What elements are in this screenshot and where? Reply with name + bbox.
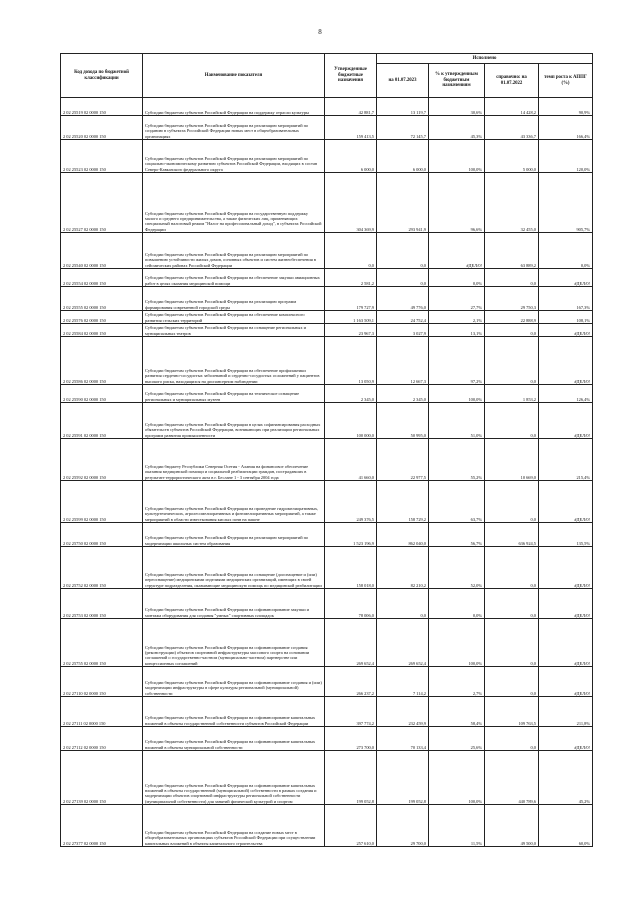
budget-code: 2 02 25592 02 0000 150 (61, 439, 143, 481)
table-row (61, 805, 593, 847)
pct-of-approved: 25,6% (429, 727, 485, 751)
growth-rate: #ДЕЛ/0! (539, 727, 593, 751)
approved-amount: 100 000,0 (325, 403, 377, 439)
executed-amount: 158 729,2 (377, 481, 429, 523)
growth-rate: #ДЕЛ/0! (539, 403, 593, 439)
indicator-name: Субсидии бюджетам субъектов Российской Федерации в целях софинансирования расходных обязательств субъектов Российской Федерации, возникающих при реализации региональных программ развития промышленности (143, 403, 325, 439)
indicator-name: Субсидии бюджетам субъектов Российской Федерации на реализацию мероприятий по созданию в субъектах Российской Федерации новых мест в общеобразовательных организациях (143, 116, 325, 140)
executed-amount: 232 459,9 (377, 697, 429, 727)
table-row (61, 589, 593, 619)
growth-rate: 167,3% (539, 287, 593, 311)
budget-code: 2 02 25591 02 0000 150 (61, 403, 143, 439)
table-row (61, 233, 593, 269)
pct-of-approved: 96,6% (429, 173, 485, 233)
approved-amount: 199 052,8 (325, 751, 377, 805)
indicator-name: Субсидии бюджетам субъектов Российской Федерации на обеспечение комплексного развития сельских территорий (143, 311, 325, 324)
header-name: Наименование показателя (143, 54, 325, 98)
growth-rate: 211,8% (539, 697, 593, 727)
approved-amount: 0,0 (325, 233, 377, 269)
reference-amount: 0,0 (485, 727, 539, 751)
approved-amount: 42 881,7 (325, 98, 377, 116)
approved-amount: 304 369,9 (325, 173, 377, 233)
approved-amount: 41 660,0 (325, 439, 377, 481)
approved-amount: 1 523 196,9 (325, 523, 377, 547)
approved-amount: 249 376,5 (325, 481, 377, 523)
page-number: 8 (318, 28, 322, 36)
executed-amount: 22 977,5 (377, 439, 429, 481)
executed-amount: 862 040,0 (377, 523, 429, 547)
growth-rate: 166,4% (539, 116, 593, 140)
budget-code: 2 02 25752 02 0000 150 (61, 547, 143, 589)
growth-rate: #ДЕЛ/0! (539, 324, 593, 337)
indicator-name: Субсидии бюджетам субъектов Российской Федерации на техническое оснащение региональных и муниципальных музеев (143, 385, 325, 403)
indicator-name: Субсидии бюджетам субъектов Российской Федерации на софинансирование капитальных вложений в объекты муниципальной собственности (143, 727, 325, 751)
table-row (61, 547, 593, 589)
approved-amount: 2 581,2 (325, 269, 377, 287)
approved-amount: 6 000,0 (325, 140, 377, 173)
approved-amount: 179 727,9 (325, 287, 377, 311)
executed-amount: 269 652,4 (377, 619, 429, 667)
approved-amount: 266 237,2 (325, 667, 377, 697)
header-row-top (61, 54, 593, 64)
budget-code: 2 02 25753 02 0000 150 (61, 589, 143, 619)
indicator-name: Субсидии бюджетам субъектов Российской Федерации на обеспечение закупки авиационных работ в целях оказания медицинской помощи (143, 269, 325, 287)
indicator-name: Субсидии бюджетам субъектов Российской Федерации на обеспечение профилактики развития сердечно-сосудистых заболеваний и сердечно-сосудистых осложнений у пациентов высокого риска, находящихся на диспансерном наблюдении (143, 337, 325, 385)
indicator-name: Субсидии бюджетам субъектов Российской Федерации на реализацию программ формирования современной городской среды (143, 287, 325, 311)
pct-of-approved: 2,1% (429, 311, 485, 324)
reference-amount: 14 428,2 (485, 98, 539, 116)
reference-amount: 22 888,9 (485, 311, 539, 324)
pct-of-approved: 58,4% (429, 697, 485, 727)
executed-amount: 293 941,9 (377, 173, 429, 233)
header-reference: справочно: на 01.07.2022 (485, 64, 539, 98)
budget-code: 2 02 25540 02 0000 150 (61, 233, 143, 269)
pct-of-approved: 100,0% (429, 751, 485, 805)
pct-of-approved: 27,7% (429, 287, 485, 311)
growth-rate: #ДЕЛ/0! (539, 269, 593, 287)
growth-rate: #ДЕЛ/0! (539, 481, 593, 523)
reference-amount: 1 853,2 (485, 385, 539, 403)
budget-code: 2 02 27111 02 0000 150 (61, 697, 143, 727)
growth-rate: 135,5% (539, 523, 593, 547)
header-approved: Утвержденные бюджетные назначения (325, 54, 377, 98)
approved-amount: 2 345,0 (325, 385, 377, 403)
executed-amount: 29 700,0 (377, 805, 429, 847)
pct-of-approved: 52,0% (429, 547, 485, 589)
pct-of-approved: 63,7% (429, 481, 485, 523)
approved-amount: 158 018,0 (325, 547, 377, 589)
table-row (61, 311, 593, 324)
indicator-name: Субсидии бюджетам субъектов Российской Федерации на реализацию мероприятий по социально-экономическому развитию субъектов Российской Федерации, входящих в состав Северо-Кавказского федерального округа (143, 140, 325, 173)
executed-amount: 3 027,9 (377, 324, 429, 337)
indicator-name: Субсидии бюджетам субъектов Российской Федерации на реализацию мероприятий по модернизации школьных систем образования (143, 523, 325, 547)
pct-of-approved: 97,2% (429, 337, 485, 385)
reference-amount: 0,0 (485, 667, 539, 697)
executed-amount: 50 995,0 (377, 403, 429, 439)
approved-amount: 397 774,2 (325, 697, 377, 727)
reference-amount: 636 924,5 (485, 523, 539, 547)
growth-rate: 108,1% (539, 311, 593, 324)
budget-code: 2 02 25527 02 0000 150 (61, 173, 143, 233)
reference-amount: 440 789,6 (485, 751, 539, 805)
pct-of-approved: 2,7% (429, 667, 485, 697)
budget-code: 2 02 27110 02 0000 150 (61, 667, 143, 697)
table-row (61, 140, 593, 173)
growth-rate: 90,9% (539, 98, 593, 116)
pct-of-approved: 45,3% (429, 116, 485, 140)
pct-of-approved: 30,6% (429, 98, 485, 116)
budget-code: 2 02 25519 02 0000 150 (61, 98, 143, 116)
approved-amount: 13 050,9 (325, 337, 377, 385)
budget-code: 2 02 27112 02 0000 150 (61, 727, 143, 751)
pct-of-approved: 0,0% (429, 269, 485, 287)
executed-amount: 0,0 (377, 589, 429, 619)
indicator-name: Субсидии бюджетам субъектов Российской Федерации на софинансирование создания и (или) модернизации инфраструктуры в сфере культуры региональной (муниципальной) собственности (143, 667, 325, 697)
approved-amount: 159 413,5 (325, 116, 377, 140)
budget-code: 2 02 27139 02 0000 150 (61, 751, 143, 805)
growth-rate: 126,4% (539, 385, 593, 403)
reference-amount: 0,0 (485, 589, 539, 619)
executed-amount: 0,0 (377, 233, 429, 269)
table-row (61, 324, 593, 337)
approved-amount: 269 652,4 (325, 619, 377, 667)
budget-code: 2 02 25576 02 0000 150 (61, 311, 143, 324)
table-row (61, 287, 593, 311)
table-row (61, 98, 593, 116)
pct-of-approved: 100,0% (429, 140, 485, 173)
reference-amount: 49 500,0 (485, 805, 539, 847)
growth-rate: #ДЕЛ/0! (539, 547, 593, 589)
indicator-name: Субсидии бюджетам субъектов Российской Федерации на софинансирование создания (реконструкции) объектов спортивной инфраструктуры массового спорта на основании соглашений о государственно-частном (муниципально-частном) партнерстве или концессионных соглашений (143, 619, 325, 667)
reference-amount: 5 000,0 (485, 140, 539, 173)
budget-code: 2 02 25555 02 0000 150 (61, 287, 143, 311)
reference-amount: 32 455,0 (485, 173, 539, 233)
executed-amount: 70 133,4 (377, 727, 429, 751)
header-pct-approved: % к утвержденным бюджетным назначениям (429, 64, 485, 98)
growth-rate: 60,0% (539, 805, 593, 847)
approved-amount: 78 006,0 (325, 589, 377, 619)
pct-of-approved: #ДЕЛ/0! (429, 233, 485, 269)
growth-rate: #ДЕЛ/0! (539, 337, 593, 385)
indicator-name: Субсидии бюджетам субъектов Российской Федерации на проведение гидромелиоративных, культуртехнических, агролесомелиоративных и фитомелиоративных мероприятий, а также мероприятий в области известкования кислых почв на пашне (143, 481, 325, 523)
header-on-date: на 01.07.2023 (377, 64, 429, 98)
executed-amount: 7 114,2 (377, 667, 429, 697)
budget-code: 2 02 25584 02 0000 150 (61, 324, 143, 337)
table-row (61, 337, 593, 385)
reference-amount: 109 763,5 (485, 697, 539, 727)
pct-of-approved: 13,1% (429, 324, 485, 337)
approved-amount: 273 700,0 (325, 727, 377, 751)
reference-amount: 0,0 (485, 403, 539, 439)
table-row (61, 385, 593, 403)
indicator-name: Субсидии бюджетам субъектов Российской Федерации на оснащение региональных и муниципальных театров (143, 324, 325, 337)
executed-amount: 24 752,4 (377, 311, 429, 324)
table-row (61, 523, 593, 547)
executed-amount: 12 667,3 (377, 337, 429, 385)
growth-rate: #ДЕЛ/0! (539, 619, 593, 667)
header-code: Код дохода по бюджетной классификации (61, 54, 143, 98)
pct-of-approved: 0,0% (429, 589, 485, 619)
executed-amount: 82 210,2 (377, 547, 429, 589)
approved-amount: 23 967,3 (325, 324, 377, 337)
table-row (61, 481, 593, 523)
reference-amount: 63 889,2 (485, 233, 539, 269)
budget-code: 2 02 25755 02 0000 150 (61, 619, 143, 667)
executed-amount: 199 052,8 (377, 751, 429, 805)
header-executed: Исполнено (377, 54, 593, 64)
indicator-name: Субсидии бюджетам субъектов Российской Федерации на оснащение (дооснащение и (или) переоснащение) медицинскими изделиями медицинских организаций, имеющих в своей структуре подразделения, оказывающие медицинскую помощь по медицинской реабилитации (143, 547, 325, 589)
budget-code: 2 02 25590 02 0000 150 (61, 385, 143, 403)
indicator-name: Субсидии бюджетам субъектов Российской Федерации на создание новых мест в общеобразовательных организациях субъектов Российской Федерации при осуществлении капитальных вложений в объекты капитального строительства (143, 805, 325, 847)
reference-amount: 43 336,7 (485, 116, 539, 140)
pct-of-approved: 51,0% (429, 403, 485, 439)
executed-amount: 2 345,0 (377, 385, 429, 403)
executed-amount: 72 145,7 (377, 116, 429, 140)
budget-code: 2 02 25750 02 0000 150 (61, 523, 143, 547)
reference-amount: 0,0 (485, 269, 539, 287)
pct-of-approved: 55,2% (429, 439, 485, 481)
table-row (61, 269, 593, 287)
table-row (61, 727, 593, 751)
growth-rate: 905,7% (539, 173, 593, 233)
reference-amount: 0,0 (485, 619, 539, 667)
growth-rate: 120,0% (539, 140, 593, 173)
indicator-name: Субсидии бюджету Республики Северная Осетия - Алания на финансовое обеспечение оказания медицинской помощи и социальной реабилитации граждан, пострадавших в результате террористического акта в г. Беслане 1 - 3 сентября 2004 года (143, 439, 325, 481)
reference-amount: 0,0 (485, 337, 539, 385)
table-row (61, 697, 593, 727)
table-row (61, 619, 593, 667)
table-row (61, 439, 593, 481)
budget-code: 2 02 25520 02 0000 150 (61, 116, 143, 140)
executed-amount: 49 776,0 (377, 287, 429, 311)
pct-of-approved: 100,0% (429, 619, 485, 667)
indicator-name: Субсидии бюджетам субъектов Российской Федерации на софинансирование закупки и монтажа оборудования для создания "умных" спортивных площадок (143, 589, 325, 619)
pct-of-approved: 11,5% (429, 805, 485, 847)
reference-amount: 0,0 (485, 481, 539, 523)
approved-amount: 257 610,0 (325, 805, 377, 847)
growth-rate: #ДЕЛ/0! (539, 667, 593, 697)
table-row (61, 173, 593, 233)
budget-code: 2 02 27377 02 0000 150 (61, 805, 143, 847)
indicator-name: Субсидии бюджетам субъектов Российской Федерации на государственную поддержку малого и среднего предпринимательства, а также физических лиц, применяющих специальный налоговый режим "Налог на профессиональный доход", в субъектах Российской Федерации (143, 173, 325, 233)
table-row (61, 403, 593, 439)
executed-amount: 13 119,7 (377, 98, 429, 116)
growth-rate: 215,4% (539, 439, 593, 481)
table-row (61, 116, 593, 140)
reference-amount: 29 750,3 (485, 287, 539, 311)
header-growth: темп роста к АППГ (%) (539, 64, 593, 98)
indicator-name: Субсидии бюджетам субъектов Российской Федерации на реализацию мероприятий по повышению устойчивости жилых домов, основных объектов и систем жизнеобеспечения в сейсмических районах Российской Федерации (143, 233, 325, 269)
reference-amount: 0,0 (485, 547, 539, 589)
pct-of-approved: 56,7% (429, 523, 485, 547)
budget-code: 2 02 25599 02 0000 150 (61, 481, 143, 523)
reference-amount: 10 669,0 (485, 439, 539, 481)
pct-of-approved: 100,0% (429, 385, 485, 403)
reference-amount: 0,0 (485, 324, 539, 337)
growth-rate: #ДЕЛ/0! (539, 589, 593, 619)
budget-table (60, 53, 593, 847)
budget-code: 2 02 25554 02 0000 150 (61, 269, 143, 287)
table-row (61, 667, 593, 697)
indicator-name: Субсидии бюджетам субъектов Российской Федерации на поддержку отрасли культуры (143, 98, 325, 116)
executed-amount: 6 000,0 (377, 140, 429, 173)
indicator-name: Субсидии бюджетам субъектов Российской Федерации на софинансирование капитальных вложений в объекты государственной (муниципальной) собственности в рамках создания и модернизации объектов спортивной инфраструктуры региональной собственности (муниципальной собственности) для занятий физической культурой и спортом (143, 751, 325, 805)
budget-code: 2 02 25523 02 0000 150 (61, 140, 143, 173)
table-row (61, 751, 593, 805)
growth-rate: 0,0% (539, 233, 593, 269)
executed-amount: 0,0 (377, 269, 429, 287)
indicator-name: Субсидии бюджетам субъектов Российской Федерации на софинансирование капитальных вложений в объекты государственной собственности субъектов Российской Федерации (143, 697, 325, 727)
growth-rate: 45,2% (539, 751, 593, 805)
budget-code: 2 02 25586 02 0000 150 (61, 337, 143, 385)
approved-amount: 1 163 509,1 (325, 311, 377, 324)
